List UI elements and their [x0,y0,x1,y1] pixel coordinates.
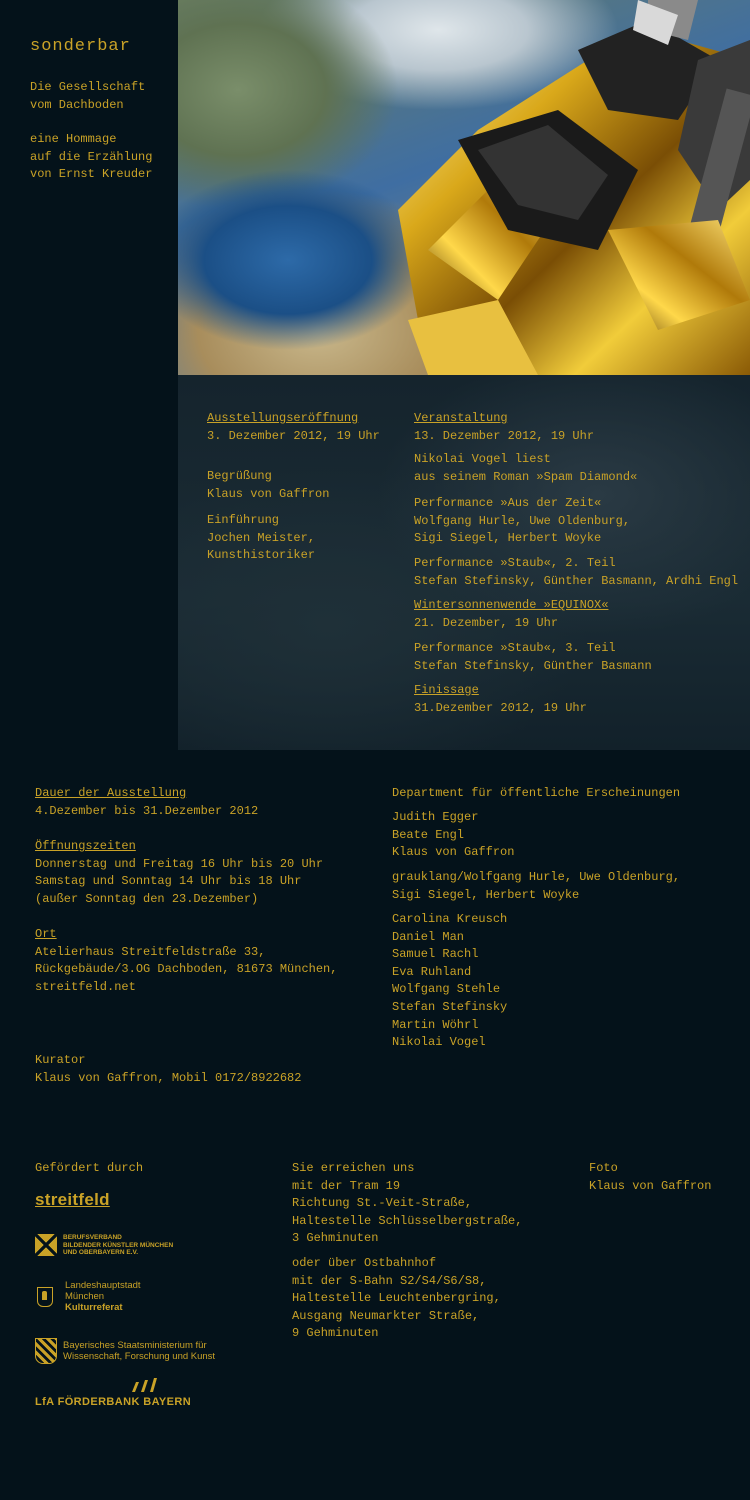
solstice-date: 21. Dezember, 19 Uhr [414,615,559,630]
finissage-heading: Finissage [414,683,479,697]
event-date: 13. Dezember 2012, 19 Uhr [414,428,595,443]
directions-line: mit der Tram 19 [292,1178,401,1193]
bbk-line: BERUFSVERBAND [63,1234,122,1241]
bbk-icon [35,1234,57,1256]
department-heading: Department für öffentliche Erscheinungen [392,786,681,800]
bbk-logo [35,1234,173,1257]
department-group-1 [392,809,514,862]
performance-1-block [414,495,630,548]
performance-line: Stefan Stefinsky, Günther Basmann, Ardhi Engl [414,573,739,588]
directions-line: Richtung St.-Veit-Straße, [292,1196,473,1211]
munich-crest-icon [37,1287,53,1307]
photo-heading: Foto [589,1161,618,1175]
hours-heading: Öffnungszeiten [35,839,136,853]
ministry-line: Wissenschaft, Forschung und Kunst [63,1351,216,1362]
photo-credit [589,1160,711,1195]
artist-name: Nikolai Vogel [392,1035,486,1050]
duration-block [35,785,258,820]
directions-line: 9 Gehminuten [292,1326,379,1341]
hommage-line: eine Hommage [30,132,117,146]
city-line: Kulturreferat [65,1302,123,1313]
subtitle-line: Die Gesellschaft [30,80,146,94]
hours-line: Samstag und Sonntag 14 Uhr bis 18 Uhr [35,874,302,889]
subtitle [30,79,145,114]
artist-name: Samuel Rachl [392,947,479,962]
directions-sbahn [292,1255,501,1343]
place-block [35,926,337,996]
hommage-line: auf die Erzählung [30,149,153,164]
artist-name: Judith Egger [392,810,479,824]
intro-line: Kunsthistoriker [207,548,316,563]
finissage-date: 31.Dezember 2012, 19 Uhr [414,700,587,715]
lfa-logo: LfA FÖRDERBANK BAYERN [35,1396,192,1408]
place-line: Atelierhaus Streitfeldstraße 33, [35,944,266,959]
solstice-heading: Wintersonnenwende »EQUINOX« [414,598,609,612]
hours-block [35,838,323,908]
artist-name: Daniel Man [392,929,465,944]
artist-name: Beate Engl [392,827,465,842]
city-line: Landeshauptstadt [65,1280,141,1291]
event-block [414,410,594,445]
sponsors-heading: Gefördert durch [35,1161,144,1175]
artist-name: Martin Wöhrl [392,1017,479,1032]
bbk-line: BILDENDER KÜNSTLER MÜNCHEN [63,1241,174,1249]
performance-2-block [414,555,738,590]
place-link[interactable]: streitfeld.net [35,979,136,994]
curator-text: Klaus von Gaffron, Mobil 0172/8922682 [35,1070,302,1085]
duration-text: 4.Dezember bis 31.Dezember 2012 [35,803,259,818]
directions-line: Haltestelle Leuchtenbergring, [292,1291,501,1306]
performance-line: Performance »Staub«, 3. Teil [414,641,616,655]
intro-line: Einführung [207,513,280,527]
opening-date: 3. Dezember 2012, 19 Uhr [207,428,380,443]
directions-line: Ausgang Neumarkter Straße, [292,1308,480,1323]
bavaria-crest-icon [35,1338,57,1364]
hours-line: (außer Sonntag den 23.Dezember) [35,891,259,906]
intro-block [207,512,315,565]
page-title: sonderbar [30,37,131,56]
hommage-text [30,131,152,184]
ministry-logo [35,1338,215,1364]
department-group-2 [392,869,680,904]
place-line: Rückgebäude/3.OG Dachboden, 81673 München, [35,962,338,977]
events-panel [178,375,750,750]
ministry-line: Bayerisches Staatsministerium für [63,1340,207,1351]
reading-line: aus seinem Roman »Spam Diamond« [414,469,638,484]
performance-line: Performance »Aus der Zeit« [414,496,602,510]
performance-line: Sigi Siegel, Herbert Woyke [414,531,602,546]
artist-name: Eva Ruhland [392,964,472,979]
reading-line: Nikolai Vogel liest [414,452,551,466]
directions-line: Sie erreichen uns [292,1161,415,1175]
curator-heading: Kurator [35,1053,86,1067]
munich-logo [37,1280,141,1313]
welcome-line: Klaus von Gaffron [207,486,330,501]
subtitle-line: vom Dachboden [30,97,124,112]
photo-credit-name: Klaus von Gaffron [589,1178,712,1193]
performance-line: Wolfgang Hurle, Uwe Oldenburg, [414,513,631,528]
reading-block [414,451,637,486]
hommage-line: von Ernst Kreuder [30,167,153,182]
intro-line: Jochen Meister, [207,530,316,545]
place-heading: Ort [35,927,57,941]
satellite-image [178,0,750,375]
streitfeld-logo: streitfeld [35,1190,110,1209]
performance-line: Stefan Stefinsky, Günther Basmann [414,658,652,673]
welcome-line: Begrüßung [207,469,272,483]
lfa-mark-icon [130,1376,160,1397]
performance-3-block [414,640,652,675]
directions-line: 3 Gehminuten [292,1231,379,1246]
artist-name: Sigi Siegel, Herbert Woyke [392,887,580,902]
artist-name: grauklang/Wolfgang Hurle, Uwe Oldenburg, [392,870,681,884]
artist-name: Stefan Stefinsky [392,999,508,1014]
city-line: München [65,1291,105,1302]
finissage-block [414,682,587,717]
solstice-block [414,597,608,632]
department-heading-block [392,785,680,803]
duration-heading: Dauer der Ausstellung [35,786,187,800]
opening-block [207,410,380,445]
artist-name: Wolfgang Stehle [392,982,501,997]
hours-line: Donnerstag und Freitag 16 Uhr bis 20 Uhr [35,856,324,871]
artist-name: Klaus von Gaffron [392,845,515,860]
bbk-line: UND OBERBAYERN E.V. [63,1249,139,1256]
department-group-3 [392,911,507,1052]
curator-block [35,1052,301,1087]
performance-line: Performance »Staub«, 2. Teil [414,556,616,570]
welcome-block [207,468,329,503]
event-heading: Veranstaltung [414,411,508,425]
directions-tram [292,1160,522,1248]
artist-name: Carolina Kreusch [392,912,508,926]
directions-line: mit der S-Bahn S2/S4/S6/S8, [292,1273,487,1288]
directions-line: oder über Ostbahnhof [292,1256,437,1270]
directions-line: Haltestelle Schlüsselbergstraße, [292,1213,523,1228]
opening-heading: Ausstellungseröffnung [207,411,359,425]
hero-photo [178,0,750,375]
